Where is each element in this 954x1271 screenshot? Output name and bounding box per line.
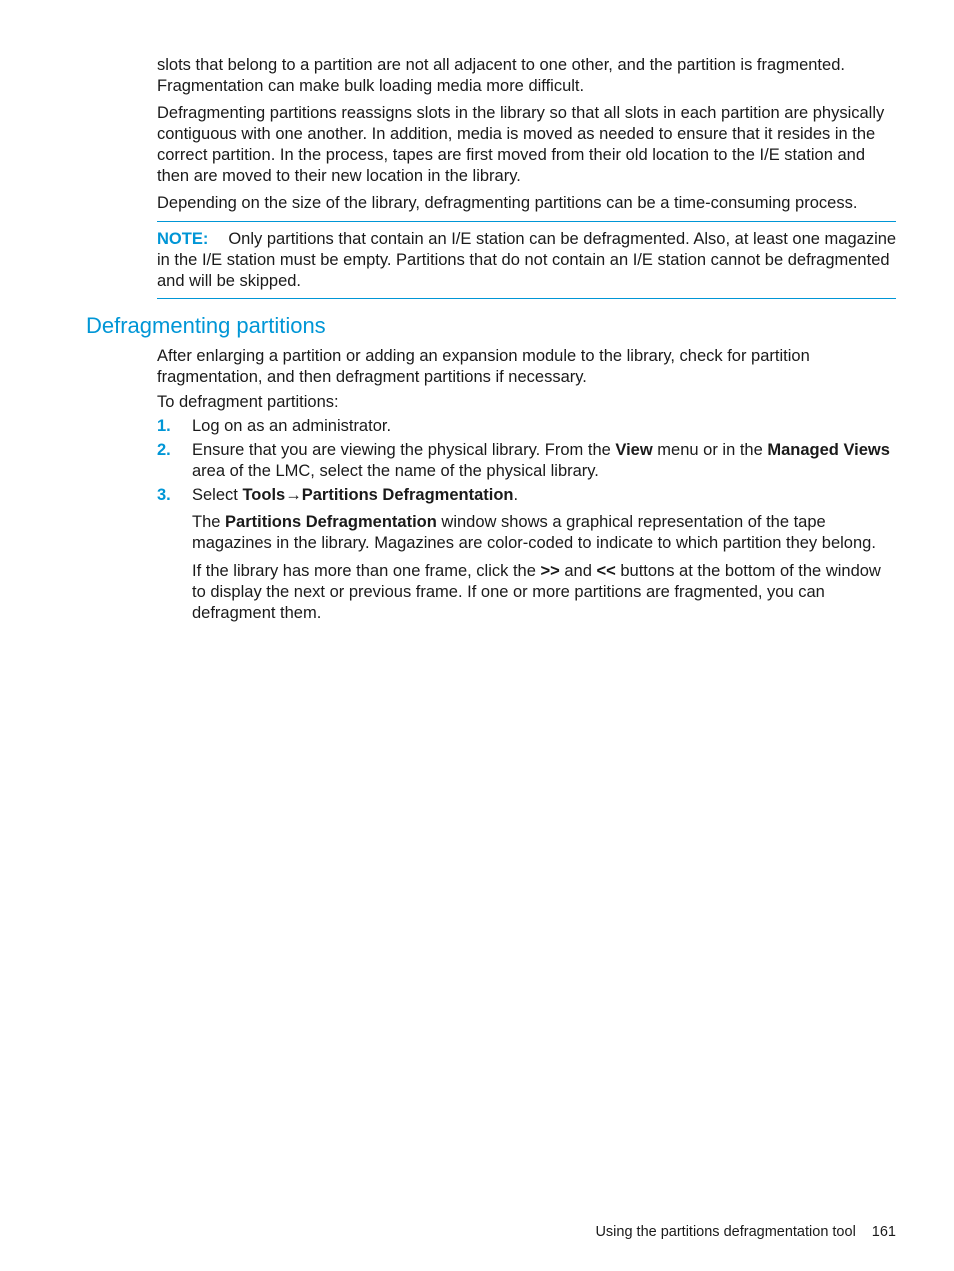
detail-text-part: buttons at the bottom of the window to display the next or previous frame. If one or more partitions are fragmented, you can defragment them.: [192, 562, 881, 622]
step-number: 1.: [157, 417, 171, 435]
section-paragraph-1: After enlarging a partition or adding an expansion module to the library, check for partition fragmentation, and then defragment partitions if necessary.: [157, 347, 810, 386]
note-text: Only partitions that contain an I/E station can be defragmented. Also, at least one magazine in the I/E station must be empty. Partitions that do not contain an I/E station cannot be defragmented and will be skipped.: [157, 230, 897, 290]
section-paragraph-2: To defragment partitions:: [157, 393, 339, 411]
step-text-part: .: [513, 486, 519, 504]
step-text-part: Select: [192, 486, 243, 504]
note-label: NOTE:: [157, 230, 209, 248]
step-number: 2.: [157, 441, 171, 459]
area-name-managed-views: Managed Views: [767, 441, 890, 459]
note-top-rule: [157, 221, 896, 222]
detail-text-part: window shows a graphical representation of the tape magazines in the library. Magazines are color-coded to indicate to which partition they belong.: [192, 513, 876, 552]
detail-text-part: If the library has more than one frame, click the: [192, 562, 541, 580]
section-heading: Defragmenting partitions: [86, 313, 326, 338]
step-text: [192, 485, 899, 506]
detail-text-part: The: [192, 513, 226, 531]
step-3-detail-2: [192, 561, 899, 624]
footer-title: Using the partitions defragmentation tool: [595, 1224, 856, 1240]
step-text: [192, 440, 899, 482]
page-number: 161: [871, 1224, 896, 1240]
intro-paragraph-2: Defragmenting partitions reassigns slots in the library so that all slots in each partition are physically contiguous with one another. In addition, media is moved as needed to ensure that it resides in the correct partition. In the process, tapes are first moved from their old location to the I/E station and then are moved to their new location in the library.: [157, 104, 885, 185]
note-bottom-rule: [157, 298, 896, 299]
step-text-part: area of the LMC, select the name of the physical library.: [192, 462, 599, 480]
step-text: Log on as an administrator.: [192, 417, 392, 435]
detail-text-part: and: [559, 562, 597, 580]
menu-name-view: View: [615, 441, 653, 459]
step-text-part: menu or in the: [652, 441, 768, 459]
button-name-next: >>: [540, 562, 560, 580]
button-name-previous: <<: [596, 562, 616, 580]
window-name-partitions-defragmentation: Partitions Defragmentation: [225, 513, 437, 531]
intro-paragraph-1: slots that belong to a partition are not all adjacent to one other, and the partition is fragmented. Fragmentation can make bulk loading media more difficult.: [157, 56, 845, 95]
step-number: 3.: [157, 486, 171, 504]
step-text-part: Ensure that you are viewing the physical library. From the: [192, 441, 616, 459]
menu-item-partitions-defragmentation: Partitions Defragmentation: [301, 486, 514, 504]
step-3-detail-1: [192, 512, 899, 554]
note-block: [157, 229, 899, 292]
menu-arrow-icon: →: [285, 486, 302, 504]
page-footer: [595, 1222, 896, 1242]
menu-name-tools: Tools: [242, 486, 286, 504]
intro-paragraph-3: Depending on the size of the library, defragmenting partitions can be a time-consuming process.: [157, 194, 858, 212]
